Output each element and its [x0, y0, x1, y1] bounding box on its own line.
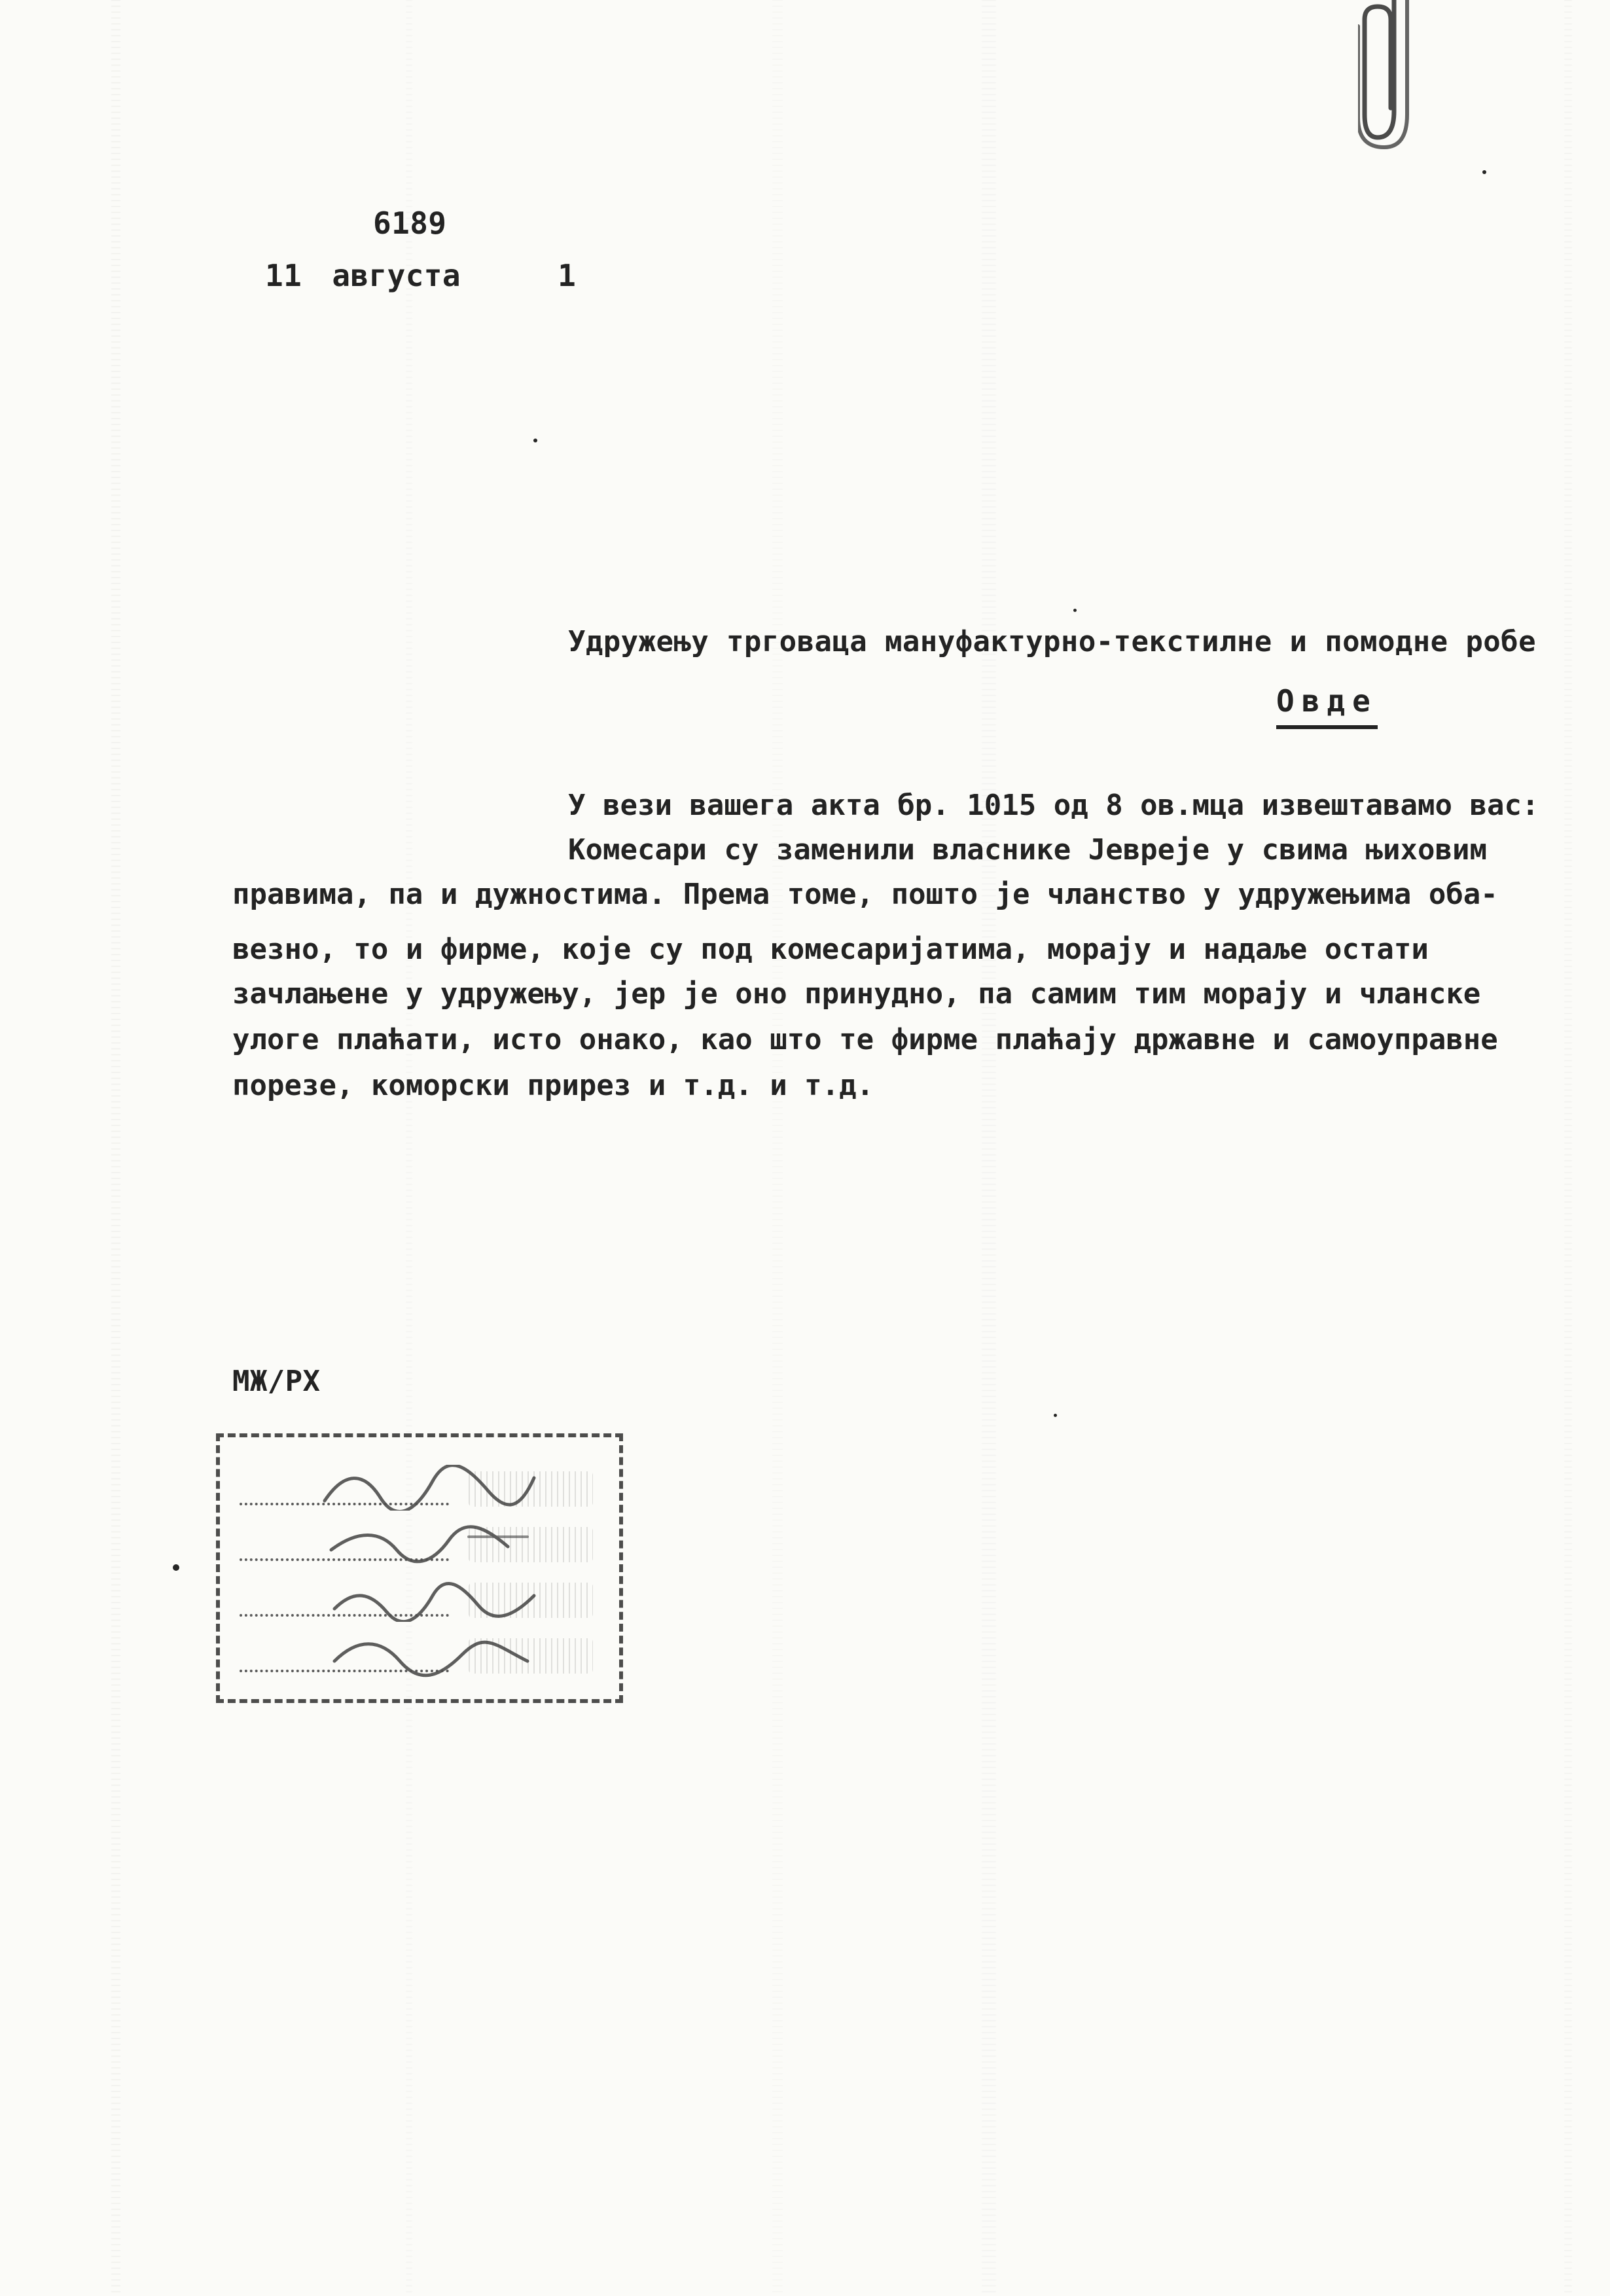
paperclip-icon — [1358, 0, 1430, 157]
body-line: порезе, коморски прирез и т.д. и т.д. — [232, 1069, 874, 1102]
stamp-row — [240, 1575, 593, 1627]
date-day: 11 — [265, 258, 302, 293]
date-year: 1 — [558, 258, 577, 293]
paper-streak — [111, 0, 120, 2296]
stamp-row — [240, 1463, 593, 1516]
paper-speckle — [1073, 609, 1077, 612]
body-line: правима, па и дужностима. Према томе, пошто је чланство у удружењима оба- — [232, 878, 1498, 911]
paper-speckle — [1482, 170, 1486, 174]
body-line: улоге плаћати, исто онако, као што те фирме плаћају државне и самоуправне — [232, 1023, 1498, 1056]
paper-speckle — [1054, 1414, 1057, 1417]
document-initials: МЖ/РХ — [232, 1365, 321, 1398]
stamp-row — [240, 1519, 593, 1571]
body-line: Комесари су заменили власнике Јевреје у свима њиховим — [568, 833, 1487, 867]
stamp-row — [240, 1630, 593, 1683]
paper-streak — [772, 0, 783, 2296]
paper-streak — [1564, 0, 1572, 2296]
recipient-locality: Овде — [1276, 681, 1378, 729]
recipient-line: Удружењу трговаца мануфактурно-текстилне и помодне робе — [568, 625, 1536, 658]
date-month: августа — [332, 258, 461, 293]
paper-streak — [406, 0, 412, 2296]
paper-streak — [982, 0, 996, 2296]
stamp-label — [469, 1638, 593, 1674]
body-line: зачлањене у удружењу, јер је оно принудно, па самим тим морају и чланске — [232, 977, 1481, 1011]
stamp-label — [469, 1527, 593, 1562]
stamp-label — [469, 1583, 593, 1618]
stamp-label — [469, 1471, 593, 1507]
body-line: везно, то и фирме, које су под комесаријатима, морају и надаље остати — [232, 933, 1429, 966]
body-line: У вези вашега акта бр. 1015 од 8 ов.мца извештавамо вас: — [568, 789, 1539, 822]
paper-speckle — [173, 1564, 179, 1571]
document-date — [265, 255, 576, 296]
signature-stamp — [216, 1433, 623, 1703]
paper-speckle — [533, 439, 537, 442]
document-number: 6189 — [373, 206, 447, 241]
